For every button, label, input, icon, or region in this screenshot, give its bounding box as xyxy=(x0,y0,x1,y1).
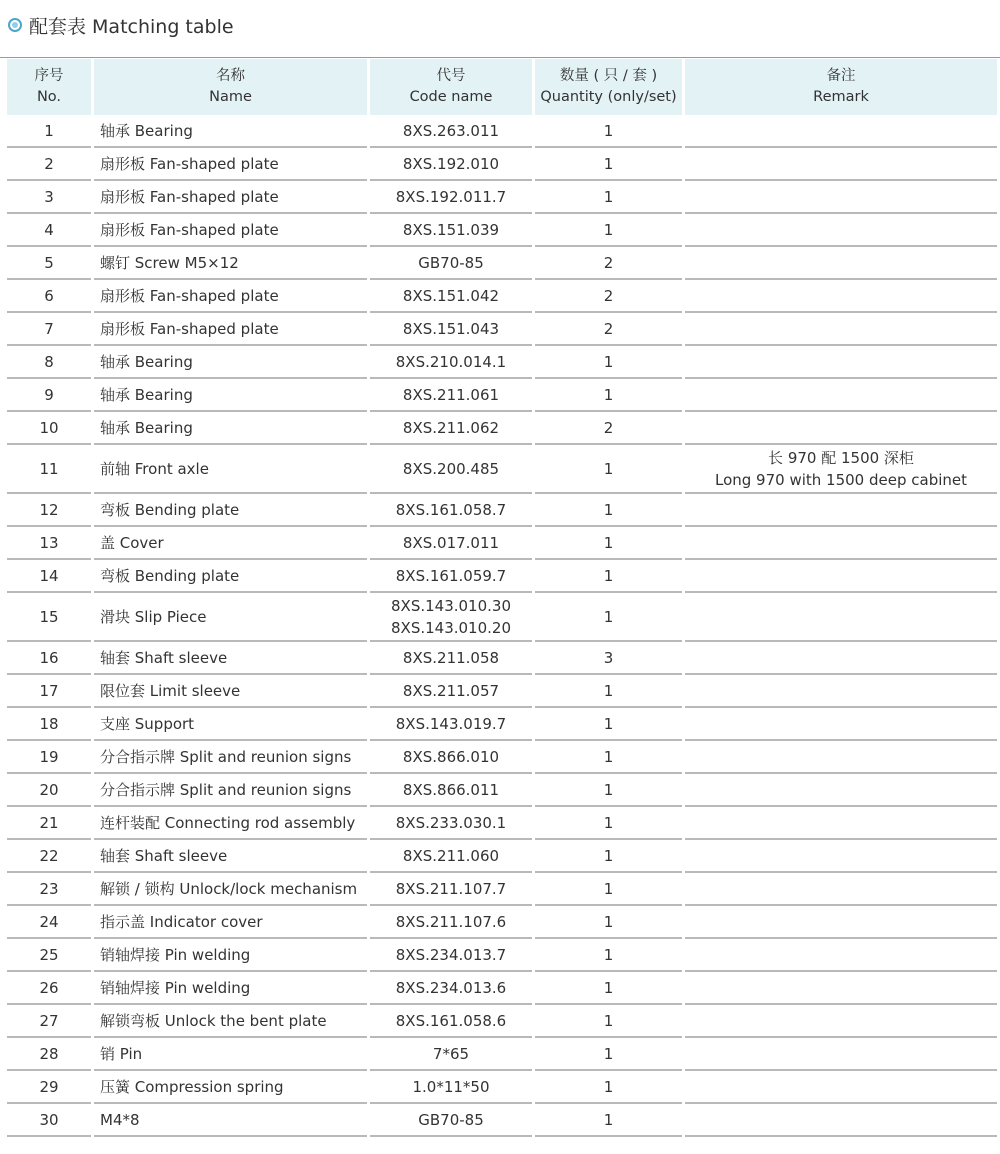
row-number: 25 xyxy=(7,939,91,972)
circle-bullet-icon xyxy=(8,18,22,32)
row-remark xyxy=(685,593,997,642)
row-remark xyxy=(685,527,997,560)
row-code-name xyxy=(370,873,532,906)
row-quantity: 1 xyxy=(535,1104,682,1137)
row-name: 解锁 / 锁构 Unlock/lock mechanism xyxy=(94,873,367,906)
row-number: 10 xyxy=(7,412,91,445)
row-name: M4*8 xyxy=(94,1104,367,1137)
row-code-name xyxy=(370,741,532,774)
row-remark xyxy=(685,675,997,708)
row-name: 前轴 Front axle xyxy=(94,445,367,494)
row-code-name xyxy=(370,593,532,642)
row-quantity: 1 xyxy=(535,906,682,939)
header-name: 名称 Name xyxy=(94,59,367,115)
row-remark xyxy=(685,1071,997,1104)
code-line: 1.0*11*50 xyxy=(412,1077,490,1096)
table-row xyxy=(7,840,997,873)
row-quantity: 1 xyxy=(535,1005,682,1038)
row-name: 销轴焊接 Pin welding xyxy=(94,972,367,1005)
code-line: 8XS.211.062 xyxy=(402,418,500,437)
code-line: 8XS.192.011.7 xyxy=(395,187,507,206)
row-code-name xyxy=(370,906,532,939)
code-line: 8XS.151.042 xyxy=(402,286,500,305)
code-line: 8XS.161.058.7 xyxy=(395,500,507,519)
row-name: 轴承 Bearing xyxy=(94,115,367,148)
row-number: 15 xyxy=(7,593,91,642)
code-line: GB70-85 xyxy=(418,1110,484,1129)
row-name: 盖 Cover xyxy=(94,527,367,560)
row-number: 20 xyxy=(7,774,91,807)
table-row xyxy=(7,445,997,494)
row-quantity: 1 xyxy=(535,148,682,181)
row-name: 扇形板 Fan-shaped plate xyxy=(94,148,367,181)
row-remark xyxy=(685,906,997,939)
row-remark xyxy=(685,642,997,675)
table-row xyxy=(7,148,997,181)
row-remark xyxy=(685,708,997,741)
row-remark xyxy=(685,494,997,527)
table-row xyxy=(7,379,997,412)
code-line: 8XS.233.030.1 xyxy=(395,813,507,832)
code-line: 8XS.866.010 xyxy=(402,747,500,766)
row-name: 螺钉 Screw M5×12 xyxy=(94,247,367,280)
row-quantity: 1 xyxy=(535,181,682,214)
row-number: 5 xyxy=(7,247,91,280)
row-code-name xyxy=(370,774,532,807)
table-row xyxy=(7,527,997,560)
code-line: 8XS.017.011 xyxy=(402,533,500,552)
row-code-name xyxy=(370,214,532,247)
code-line: 8XS.211.061 xyxy=(402,385,500,404)
table-row xyxy=(7,593,997,642)
row-number: 27 xyxy=(7,1005,91,1038)
table-row xyxy=(7,708,997,741)
row-code-name xyxy=(370,840,532,873)
table-row xyxy=(7,1005,997,1038)
row-name: 轴承 Bearing xyxy=(94,379,367,412)
table-row xyxy=(7,774,997,807)
page-title xyxy=(8,12,234,38)
table-row xyxy=(7,313,997,346)
table-row xyxy=(7,494,997,527)
row-quantity: 2 xyxy=(535,280,682,313)
row-name: 扇形板 Fan-shaped plate xyxy=(94,181,367,214)
row-name: 滑块 Slip Piece xyxy=(94,593,367,642)
row-name: 弯板 Bending plate xyxy=(94,494,367,527)
table-row xyxy=(7,181,997,214)
code-line: 8XS.143.010.20 xyxy=(391,618,511,637)
row-name: 销轴焊接 Pin welding xyxy=(94,939,367,972)
row-number: 7 xyxy=(7,313,91,346)
row-code-name xyxy=(370,379,532,412)
row-name: 轴套 Shaft sleeve xyxy=(94,840,367,873)
row-quantity: 1 xyxy=(535,379,682,412)
row-name: 轴承 Bearing xyxy=(94,412,367,445)
row-number: 14 xyxy=(7,560,91,593)
row-number: 11 xyxy=(7,445,91,494)
row-remark xyxy=(685,741,997,774)
header-no: 序号 No. xyxy=(7,59,91,115)
code-line: GB70-85 xyxy=(418,253,484,272)
code-line: 8XS.211.060 xyxy=(402,846,500,865)
header-remark: 备注 Remark xyxy=(685,59,997,115)
code-line: 8XS.161.058.6 xyxy=(395,1011,507,1030)
row-name: 销 Pin xyxy=(94,1038,367,1071)
row-quantity: 1 xyxy=(535,675,682,708)
row-remark xyxy=(685,873,997,906)
row-remark xyxy=(685,148,997,181)
row-quantity: 1 xyxy=(535,939,682,972)
row-number: 30 xyxy=(7,1104,91,1137)
row-name: 指示盖 Indicator cover xyxy=(94,906,367,939)
code-line: 8XS.866.011 xyxy=(402,780,500,799)
code-line: 8XS.200.485 xyxy=(402,459,500,478)
row-number: 9 xyxy=(7,379,91,412)
row-name: 轴套 Shaft sleeve xyxy=(94,642,367,675)
row-name: 压簧 Compression spring xyxy=(94,1071,367,1104)
row-name: 轴承 Bearing xyxy=(94,346,367,379)
header-code-name: 代号 Code name xyxy=(370,59,532,115)
table-row xyxy=(7,939,997,972)
row-remark xyxy=(685,840,997,873)
code-line: 8XS.210.014.1 xyxy=(395,352,507,371)
row-remark xyxy=(685,412,997,445)
code-line: 8XS.234.013.6 xyxy=(395,978,507,997)
row-quantity: 1 xyxy=(535,1071,682,1104)
remark-line: 长 970 配 1500 深柜 xyxy=(768,448,914,467)
row-number: 6 xyxy=(7,280,91,313)
row-remark xyxy=(685,1038,997,1071)
table-row xyxy=(7,873,997,906)
row-number: 26 xyxy=(7,972,91,1005)
table-row xyxy=(7,642,997,675)
row-code-name xyxy=(370,280,532,313)
code-line: 8XS.211.107.6 xyxy=(395,912,507,931)
row-number: 16 xyxy=(7,642,91,675)
row-remark xyxy=(685,313,997,346)
row-quantity: 3 xyxy=(535,642,682,675)
table-row xyxy=(7,247,997,280)
row-quantity: 1 xyxy=(535,445,682,494)
code-line: 8XS.151.043 xyxy=(402,319,500,338)
row-quantity: 1 xyxy=(535,593,682,642)
code-line: 8XS.143.019.7 xyxy=(395,714,507,733)
row-number: 1 xyxy=(7,115,91,148)
code-line: 8XS.211.107.7 xyxy=(395,879,507,898)
row-number: 8 xyxy=(7,346,91,379)
row-name: 弯板 Bending plate xyxy=(94,560,367,593)
row-remark xyxy=(685,115,997,148)
row-quantity: 1 xyxy=(535,214,682,247)
table-row xyxy=(7,675,997,708)
row-name: 分合指示牌 Split and reunion signs xyxy=(94,774,367,807)
row-number: 24 xyxy=(7,906,91,939)
table-row xyxy=(7,115,997,148)
row-quantity: 1 xyxy=(535,494,682,527)
row-quantity: 2 xyxy=(535,313,682,346)
table-row xyxy=(7,741,997,774)
code-line: 8XS.211.057 xyxy=(402,681,500,700)
row-code-name xyxy=(370,527,532,560)
row-quantity: 1 xyxy=(535,1038,682,1071)
row-remark xyxy=(685,939,997,972)
row-number: 12 xyxy=(7,494,91,527)
row-quantity: 1 xyxy=(535,708,682,741)
code-line: 7*65 xyxy=(432,1044,470,1063)
row-remark xyxy=(685,247,997,280)
row-code-name xyxy=(370,560,532,593)
row-number: 18 xyxy=(7,708,91,741)
row-name: 连杆装配 Connecting rod assembly xyxy=(94,807,367,840)
row-number: 29 xyxy=(7,1071,91,1104)
row-remark xyxy=(685,346,997,379)
row-code-name xyxy=(370,708,532,741)
row-quantity: 1 xyxy=(535,774,682,807)
row-quantity: 2 xyxy=(535,247,682,280)
remark-line: Long 970 with 1500 deep cabinet xyxy=(714,470,967,489)
code-line: 8XS.211.058 xyxy=(402,648,500,667)
row-quantity: 1 xyxy=(535,346,682,379)
table-row xyxy=(7,346,997,379)
row-code-name xyxy=(370,1005,532,1038)
row-code-name xyxy=(370,642,532,675)
row-number: 4 xyxy=(7,214,91,247)
row-code-name xyxy=(370,939,532,972)
row-number: 3 xyxy=(7,181,91,214)
row-number: 23 xyxy=(7,873,91,906)
row-name: 扇形板 Fan-shaped plate xyxy=(94,214,367,247)
row-code-name xyxy=(370,675,532,708)
table-row xyxy=(7,560,997,593)
table-row xyxy=(7,1071,997,1104)
row-number: 2 xyxy=(7,148,91,181)
table-header-row xyxy=(7,59,997,115)
row-quantity: 1 xyxy=(535,972,682,1005)
header-quantity: 数量 ( 只 / 套 ) Quantity (only/set) xyxy=(535,59,682,115)
row-code-name xyxy=(370,1071,532,1104)
row-number: 28 xyxy=(7,1038,91,1071)
row-quantity: 1 xyxy=(535,560,682,593)
row-remark xyxy=(685,214,997,247)
table-row xyxy=(7,1038,997,1071)
row-remark xyxy=(685,972,997,1005)
row-quantity: 1 xyxy=(535,115,682,148)
row-remark xyxy=(685,445,997,494)
title-divider xyxy=(0,57,1000,58)
table-row xyxy=(7,214,997,247)
table-row xyxy=(7,1104,997,1137)
row-remark xyxy=(685,560,997,593)
row-code-name xyxy=(370,346,532,379)
row-name: 扇形板 Fan-shaped plate xyxy=(94,313,367,346)
code-line: 8XS.143.010.30 xyxy=(391,596,511,615)
table-row xyxy=(7,972,997,1005)
table-row xyxy=(7,906,997,939)
row-remark xyxy=(685,807,997,840)
code-line: 8XS.234.013.7 xyxy=(395,945,507,964)
page-title-text: 配套表 Matching table xyxy=(29,15,234,38)
table-row xyxy=(7,807,997,840)
code-line: 8XS.263.011 xyxy=(402,121,500,140)
code-line: 8XS.151.039 xyxy=(402,220,500,239)
row-quantity: 1 xyxy=(535,741,682,774)
row-name: 解锁弯板 Unlock the bent plate xyxy=(94,1005,367,1038)
row-code-name xyxy=(370,181,532,214)
row-code-name xyxy=(370,494,532,527)
row-code-name xyxy=(370,972,532,1005)
row-number: 13 xyxy=(7,527,91,560)
row-quantity: 1 xyxy=(535,840,682,873)
row-remark xyxy=(685,1104,997,1137)
row-code-name xyxy=(370,247,532,280)
table-row xyxy=(7,280,997,313)
row-name: 限位套 Limit sleeve xyxy=(94,675,367,708)
row-remark xyxy=(685,280,997,313)
row-name: 扇形板 Fan-shaped plate xyxy=(94,280,367,313)
row-code-name xyxy=(370,412,532,445)
row-number: 22 xyxy=(7,840,91,873)
row-remark xyxy=(685,1005,997,1038)
row-number: 17 xyxy=(7,675,91,708)
row-name: 支座 Support xyxy=(94,708,367,741)
code-line: 8XS.161.059.7 xyxy=(395,566,507,585)
row-remark xyxy=(685,181,997,214)
row-code-name xyxy=(370,1038,532,1071)
row-remark xyxy=(685,774,997,807)
row-number: 21 xyxy=(7,807,91,840)
table-row xyxy=(7,412,997,445)
matching-table xyxy=(4,59,1000,1137)
row-quantity: 1 xyxy=(535,807,682,840)
row-number: 19 xyxy=(7,741,91,774)
row-name: 分合指示牌 Split and reunion signs xyxy=(94,741,367,774)
code-line: 8XS.192.010 xyxy=(402,154,500,173)
row-quantity: 2 xyxy=(535,412,682,445)
row-remark xyxy=(685,379,997,412)
row-code-name xyxy=(370,115,532,148)
row-quantity: 1 xyxy=(535,527,682,560)
row-quantity: 1 xyxy=(535,873,682,906)
row-code-name xyxy=(370,807,532,840)
row-code-name xyxy=(370,148,532,181)
row-code-name xyxy=(370,313,532,346)
row-code-name xyxy=(370,445,532,494)
row-code-name xyxy=(370,1104,532,1137)
